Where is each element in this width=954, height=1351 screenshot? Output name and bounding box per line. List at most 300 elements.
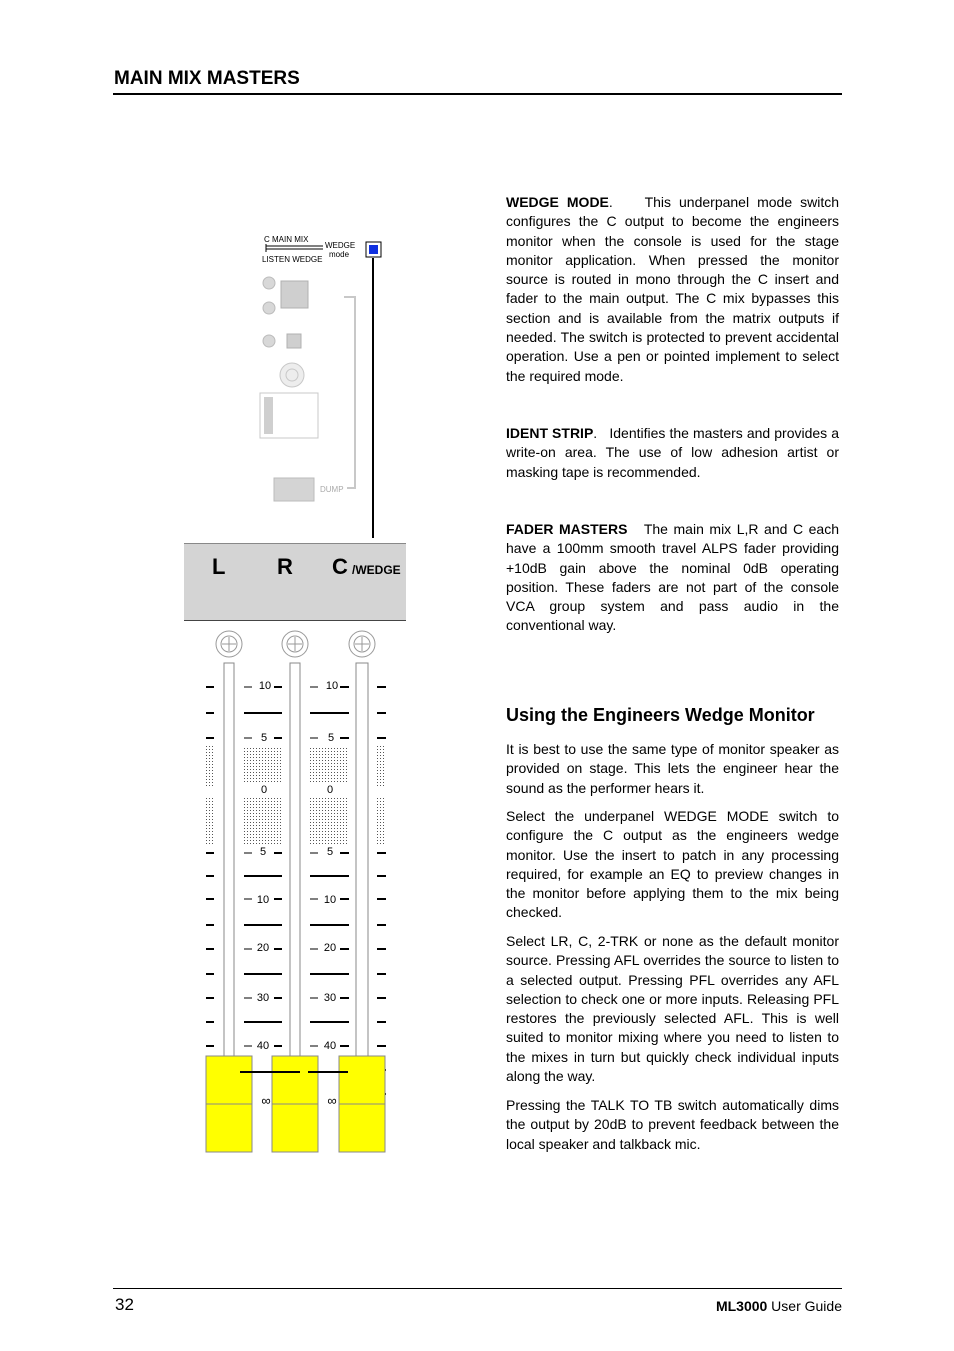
scale-dot	[322, 837, 323, 838]
scale-dot	[383, 746, 384, 747]
scale-dot	[334, 763, 335, 764]
scale-dot	[322, 822, 323, 823]
scale-dot	[247, 804, 248, 805]
scale-dot	[383, 761, 384, 762]
scale-dot	[343, 769, 344, 770]
scale-dot	[256, 837, 257, 838]
scale-dot	[253, 763, 254, 764]
scale-dot	[383, 798, 384, 799]
scale-dot	[383, 782, 384, 783]
scale-dot	[346, 766, 347, 767]
scale-dot	[337, 781, 338, 782]
scale-dot	[377, 801, 378, 802]
scale-dot	[212, 761, 213, 762]
scale-dot	[244, 831, 245, 832]
scale-dot	[212, 801, 213, 802]
scale-dot	[274, 769, 275, 770]
scale-dot	[253, 843, 254, 844]
scale-dot	[319, 763, 320, 764]
scale-dot	[262, 775, 263, 776]
scale-dot	[331, 831, 332, 832]
scale-dot	[343, 810, 344, 811]
scale-dot	[274, 810, 275, 811]
scale-dot	[259, 837, 260, 838]
scale-dot	[274, 760, 275, 761]
scale-dot	[377, 779, 378, 780]
scale-dot	[380, 779, 381, 780]
scale-dot	[346, 843, 347, 844]
scale-dot	[322, 804, 323, 805]
scale-dot	[331, 816, 332, 817]
scale-dot	[212, 776, 213, 777]
scale-dot	[244, 819, 245, 820]
scale-dot	[250, 828, 251, 829]
scale-dot	[271, 775, 272, 776]
scale-dot	[244, 840, 245, 841]
scale-dot	[212, 767, 213, 768]
scale-dot	[280, 772, 281, 773]
scale-dot	[206, 831, 207, 832]
scale-dot	[262, 807, 263, 808]
scale-dot	[313, 843, 314, 844]
scale-dot	[244, 822, 245, 823]
scale-dot	[256, 781, 257, 782]
scale-dot	[265, 775, 266, 776]
scale-dot	[271, 801, 272, 802]
scale-dot	[253, 798, 254, 799]
scale-dot	[277, 819, 278, 820]
scale-dot	[206, 813, 207, 814]
scale-dot	[209, 752, 210, 753]
scale-dot	[325, 804, 326, 805]
scale-dot	[206, 770, 207, 771]
scale-dot	[277, 840, 278, 841]
scale-dot	[277, 766, 278, 767]
scale-dot	[274, 831, 275, 832]
led-1	[263, 277, 275, 289]
scale-dot	[247, 825, 248, 826]
scale-dot	[280, 840, 281, 841]
scale-dot	[262, 825, 263, 826]
scale-dot	[265, 769, 266, 770]
scale-dot	[262, 843, 263, 844]
scale-dot	[380, 837, 381, 838]
scale-dot	[256, 804, 257, 805]
scale-dot	[337, 801, 338, 802]
scale-dot	[319, 772, 320, 773]
scale-dot	[377, 752, 378, 753]
scale-dot	[343, 778, 344, 779]
scale-dot	[337, 807, 338, 808]
scale-dot	[380, 782, 381, 783]
scale-dot	[316, 798, 317, 799]
scale-dot	[253, 769, 254, 770]
scale-dot	[212, 804, 213, 805]
scale-dot	[244, 804, 245, 805]
scale-dot	[268, 757, 269, 758]
scale-dot	[328, 769, 329, 770]
scale-dot	[346, 757, 347, 758]
scale-dot	[253, 775, 254, 776]
scale-dot	[247, 772, 248, 773]
scale-dot	[334, 807, 335, 808]
scale-dot	[277, 834, 278, 835]
scale-dot	[206, 758, 207, 759]
scale-dot	[337, 769, 338, 770]
scale-dot	[256, 810, 257, 811]
scale-dot	[277, 748, 278, 749]
scale-dot	[331, 751, 332, 752]
scale-dot	[244, 798, 245, 799]
scale-dot	[206, 822, 207, 823]
ident-wedge: /WEDGE	[352, 563, 401, 577]
scale-dot	[337, 840, 338, 841]
scale-dot	[247, 801, 248, 802]
scale-dot	[262, 822, 263, 823]
scale-dot	[316, 760, 317, 761]
scale-dot	[319, 819, 320, 820]
scale-dot	[377, 761, 378, 762]
scale-label: 5	[326, 846, 334, 858]
scale-dot	[340, 837, 341, 838]
scale-dot	[250, 840, 251, 841]
scale-dot	[206, 782, 207, 783]
scale-dot	[331, 810, 332, 811]
scale-dot	[250, 769, 251, 770]
scale-dot	[250, 834, 251, 835]
scale-dot	[212, 746, 213, 747]
scale-dot	[325, 831, 326, 832]
scale-dot	[313, 798, 314, 799]
scale-dot	[313, 816, 314, 817]
scale-dot	[322, 748, 323, 749]
scale-dot	[328, 751, 329, 752]
scale-dot	[274, 801, 275, 802]
scale-dot	[340, 828, 341, 829]
scale-dot	[337, 810, 338, 811]
scale-dot	[209, 828, 210, 829]
footer-guide	[716, 1298, 842, 1314]
scale-dot	[259, 757, 260, 758]
scale-dot	[337, 763, 338, 764]
scale-dot	[247, 763, 248, 764]
scale-dot	[377, 837, 378, 838]
scale-dot	[209, 840, 210, 841]
scale-dot	[377, 804, 378, 805]
scale-dot	[316, 748, 317, 749]
scale-dot	[253, 810, 254, 811]
scale-dot	[262, 748, 263, 749]
scale-dot	[244, 810, 245, 811]
scale-dot	[259, 781, 260, 782]
led-3	[263, 335, 275, 347]
scale-dot	[212, 779, 213, 780]
scale-dot	[280, 804, 281, 805]
scale-dot	[206, 752, 207, 753]
scale-dot	[271, 807, 272, 808]
scale-dot	[313, 828, 314, 829]
scale-dot	[322, 754, 323, 755]
scale-dot	[253, 828, 254, 829]
scale-dot	[212, 798, 213, 799]
scale-dot	[328, 775, 329, 776]
scale-dot	[383, 752, 384, 753]
scale-dot	[380, 752, 381, 753]
scale-dot	[250, 843, 251, 844]
scale-dot	[319, 840, 320, 841]
scale-dot	[253, 760, 254, 761]
scale-dot	[380, 807, 381, 808]
scale-dot	[274, 816, 275, 817]
scale-dot	[209, 816, 210, 817]
scale-dot	[244, 828, 245, 829]
scale-dot	[277, 775, 278, 776]
scale-dot	[247, 778, 248, 779]
scale-dot	[346, 831, 347, 832]
scale-dot	[331, 834, 332, 835]
scale-dot	[250, 781, 251, 782]
scale-dot	[259, 804, 260, 805]
scale-dot	[319, 843, 320, 844]
scale-dot	[377, 843, 378, 844]
scale-label: 10	[258, 680, 272, 692]
scale-dot	[340, 798, 341, 799]
scale-dot	[334, 772, 335, 773]
scale-dot	[250, 748, 251, 749]
scale-dot	[250, 760, 251, 761]
scale-dot	[346, 754, 347, 755]
scale-dot	[380, 749, 381, 750]
scale-dot	[265, 825, 266, 826]
scale-dot	[343, 822, 344, 823]
scale-dot	[313, 804, 314, 805]
scale-dot	[337, 772, 338, 773]
scale-dot	[250, 775, 251, 776]
scale-dot	[340, 772, 341, 773]
scale-label: 10	[325, 680, 339, 692]
scale-dot	[380, 813, 381, 814]
scale-dot	[343, 757, 344, 758]
scale-dot	[346, 807, 347, 808]
scale-dot	[280, 807, 281, 808]
scale-dot	[328, 843, 329, 844]
scale-dot	[340, 760, 341, 761]
scale-dot	[247, 810, 248, 811]
scale-dot	[322, 834, 323, 835]
scale-dot	[328, 834, 329, 835]
scale-dot	[206, 804, 207, 805]
scale-dot	[325, 816, 326, 817]
scale-dot	[247, 828, 248, 829]
scale-dot	[334, 798, 335, 799]
scale-dot	[271, 834, 272, 835]
scale-dot	[328, 828, 329, 829]
scale-dot	[310, 760, 311, 761]
scale-dot	[209, 758, 210, 759]
scale-dot	[209, 776, 210, 777]
scale-dot	[253, 766, 254, 767]
ident-strip-title: IDENT STRIP	[506, 425, 594, 441]
scale-dot	[265, 772, 266, 773]
scale-dot	[256, 807, 257, 808]
scale-dot	[265, 837, 266, 838]
scale-dot	[337, 798, 338, 799]
scale-dot	[331, 775, 332, 776]
scale-dot	[206, 764, 207, 765]
scale-dot	[340, 840, 341, 841]
scale-dot	[250, 813, 251, 814]
scale-dot	[328, 763, 329, 764]
scale-dot	[209, 749, 210, 750]
scale-dot	[262, 769, 263, 770]
scale-dot	[337, 831, 338, 832]
scale-dot	[316, 751, 317, 752]
scale-dot	[265, 754, 266, 755]
scale-dot	[377, 819, 378, 820]
scale-dot	[313, 834, 314, 835]
scale-dot	[331, 754, 332, 755]
scale-dot	[253, 834, 254, 835]
scale-dot	[319, 766, 320, 767]
scale-dot	[280, 757, 281, 758]
scale-dot	[268, 772, 269, 773]
scale-dot	[334, 748, 335, 749]
scale-dot	[328, 819, 329, 820]
fader-screws	[216, 631, 375, 657]
scale-dot	[244, 813, 245, 814]
scale-dot	[316, 757, 317, 758]
scale-dot	[206, 807, 207, 808]
scale-dot	[334, 766, 335, 767]
scale-dot	[277, 822, 278, 823]
scale-dot	[313, 775, 314, 776]
ident-c: C	[332, 554, 348, 579]
scale-dot	[265, 766, 266, 767]
scale-dot	[313, 751, 314, 752]
switch-label-mode: mode	[329, 250, 350, 259]
scale-dot	[259, 769, 260, 770]
scale-dot	[247, 754, 248, 755]
scale-dot	[316, 834, 317, 835]
scale-dot	[325, 772, 326, 773]
scale-dot	[383, 767, 384, 768]
scale-dot	[331, 828, 332, 829]
scale-dot	[206, 767, 207, 768]
scale-dot	[334, 834, 335, 835]
scale-dot	[377, 813, 378, 814]
scale-dot	[212, 810, 213, 811]
scale-dot	[265, 763, 266, 764]
scale-dot	[316, 813, 317, 814]
scale-dot	[212, 813, 213, 814]
scale-dot	[247, 769, 248, 770]
scale-dot	[310, 781, 311, 782]
scale-dot	[337, 778, 338, 779]
scale-dot	[265, 760, 266, 761]
scale-dot	[271, 781, 272, 782]
scale-dot	[319, 778, 320, 779]
scale-dot	[331, 772, 332, 773]
scale-dot	[268, 766, 269, 767]
scale-dot	[331, 807, 332, 808]
scale-dot	[206, 837, 207, 838]
scale-dot	[380, 761, 381, 762]
scale-dot	[383, 810, 384, 811]
scale-dot	[319, 822, 320, 823]
scale-dot	[328, 825, 329, 826]
scale-dot	[268, 810, 269, 811]
scale-dot	[325, 754, 326, 755]
scale-dot	[250, 819, 251, 820]
scale-dot	[209, 764, 210, 765]
scale-dot	[271, 828, 272, 829]
scale-dot	[277, 831, 278, 832]
scale-dot	[247, 837, 248, 838]
scale-dot	[343, 816, 344, 817]
scale-dot	[346, 810, 347, 811]
scale-dot	[325, 757, 326, 758]
scale-dot	[383, 840, 384, 841]
scale-dot	[337, 825, 338, 826]
scale-dot	[250, 831, 251, 832]
scale-dot	[328, 837, 329, 838]
scale-dot	[256, 757, 257, 758]
scale-dot	[209, 770, 210, 771]
scale-dot	[313, 813, 314, 814]
scale-dot	[328, 813, 329, 814]
footer-model: ML3000	[715, 1298, 768, 1314]
scale-dot	[209, 746, 210, 747]
scale-dot	[322, 772, 323, 773]
scale-dot	[244, 751, 245, 752]
section-heading: Using the Engineers Wedge Monitor	[506, 705, 815, 725]
scale-dot	[265, 798, 266, 799]
led-2	[263, 302, 275, 314]
scale-dot	[310, 754, 311, 755]
scale-dot	[334, 801, 335, 802]
scale-dot	[280, 816, 281, 817]
scale-dot	[313, 772, 314, 773]
scale-dot	[265, 822, 266, 823]
scale-dot	[340, 757, 341, 758]
scale-dot	[262, 751, 263, 752]
scale-dot	[310, 763, 311, 764]
scale-dot	[244, 763, 245, 764]
scale-dot	[271, 816, 272, 817]
scale-dot	[262, 810, 263, 811]
scale-dot	[274, 778, 275, 779]
scale-dot	[268, 840, 269, 841]
scale-dot	[325, 825, 326, 826]
scale-dot	[209, 767, 210, 768]
scale-dot	[265, 807, 266, 808]
scale-dot	[280, 825, 281, 826]
section-paragraph-3: Select LR, C, 2-TRK or none as the default monitor source. Pressing AFL overrides the source to listen to a selected output. Pressing PFL overrides any AFL selection to check one or more inputs. Releasing PFL restores the previously selected AFL. This is well suited to monitor mixing where you need to listen to the mixes in turn but quickly check individual inputs along the way.	[506, 933, 839, 1085]
scale-dot	[280, 831, 281, 832]
scale-dot	[268, 769, 269, 770]
scale-dot	[268, 822, 269, 823]
scale-dot	[325, 781, 326, 782]
scale-dot	[383, 816, 384, 817]
scale-dot	[212, 837, 213, 838]
scale-dot	[340, 775, 341, 776]
scale-label: 0	[326, 784, 334, 796]
scale-dot	[274, 834, 275, 835]
scale-dot	[271, 778, 272, 779]
scale-dot	[316, 819, 317, 820]
scale-dot	[380, 770, 381, 771]
scale-dot	[277, 801, 278, 802]
